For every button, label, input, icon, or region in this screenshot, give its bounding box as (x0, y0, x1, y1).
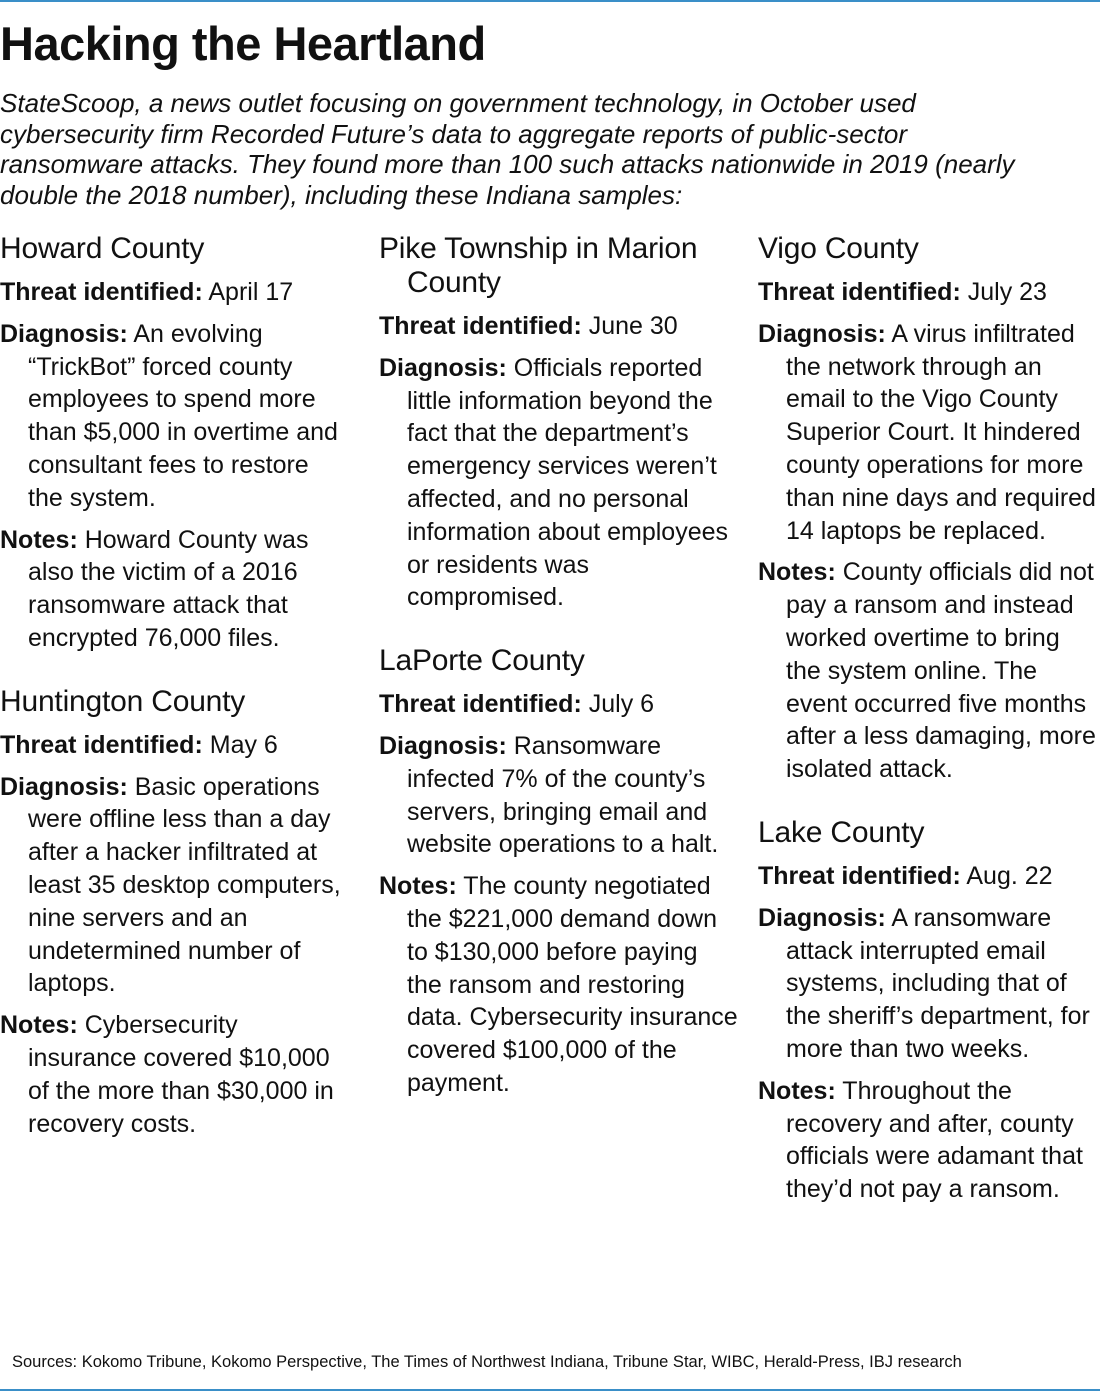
diagnosis-label: Diagnosis: (379, 353, 507, 382)
county-block-lake (758, 816, 1100, 1206)
diagnosis-entry (0, 771, 350, 1001)
top-rule (0, 0, 1100, 2)
county-name: Huntington County (0, 684, 246, 718)
intro-text: StateScoop, a news outlet focusing on government technology, in October used cybersecurity firm Recorded Future’s data to aggregate reports of public-sector ransomware attacks. They found more than 100 such attacks nationwide in 2019 (nearly double the 2018 number), including these Indiana samples: (0, 88, 1015, 210)
county-block-vigo (758, 232, 1100, 786)
diagnosis-label: Diagnosis: (758, 903, 886, 932)
threat-date: Aug. 22 (966, 861, 1053, 890)
notes-text: The county negotiated the $221,000 demand down to $130,000 before paying the ransom and restoring data. Cybersecurity insurance covered $100,000 of the payment. (407, 872, 738, 1097)
threat-date: April 17 (208, 278, 294, 306)
diagnosis-label: Diagnosis: (758, 319, 886, 348)
notes-label: Notes: (0, 1011, 78, 1040)
threat-date: July 6 (588, 690, 655, 719)
notes-entry (0, 1009, 350, 1140)
county-block-howard (0, 232, 350, 655)
county-block-huntington (0, 685, 350, 1141)
column-1 (0, 232, 350, 1170)
diagnosis-text: Ransomware infected 7% of the county’s servers, bringing email and website operations to a halt. (407, 731, 719, 859)
threat-entry (379, 310, 739, 343)
threat-entry (758, 276, 1100, 309)
diagnosis-text: An evolving “TrickBot” forced county employees to spend more than $5,000 in overtime and consultant fees to restore the system. (28, 319, 338, 512)
notes-text: Howard County was also the victim of a 2016 ransomware attack that encrypted 76,000 files. (28, 525, 309, 652)
notes-text: Cybersecurity insurance covered $10,000 of the more than $30,000 in recovery costs. (28, 1011, 334, 1138)
threat-entry (0, 729, 350, 762)
county-name: LaPorte County (379, 644, 585, 678)
diagnosis-label: Diagnosis: (0, 772, 128, 801)
diagnosis-label: Diagnosis: (0, 319, 128, 348)
column-3 (758, 232, 1100, 1236)
notes-text: Throughout the recovery and after, county officials were adamant that they’d not pay a ransom. (786, 1076, 1083, 1204)
diagnosis-entry (379, 730, 739, 861)
headline: Hacking the Heartland (0, 17, 486, 70)
threat-label: Threat identified: (758, 861, 961, 890)
diagnosis-entry (758, 902, 1100, 1066)
county-name: Pike Township in Marion County (379, 232, 698, 299)
diagnosis-entry (0, 318, 350, 515)
threat-date: July 23 (967, 278, 1047, 306)
diagnosis-text: Officials reported little information beyond the fact that the department’s emergency services weren’t affected, and no personal information about employees or residents was compromised. (407, 353, 729, 612)
threat-date: June 30 (588, 312, 678, 340)
county-name: Howard County (0, 232, 205, 265)
sources-credit: Sources: Kokomo Tribune, Kokomo Perspective, The Times of Northwest Indiana, Tribune Star, WIBC, Herald-Press, IBJ research (12, 1353, 962, 1371)
threat-label: Threat identified: (758, 278, 961, 306)
diagnosis-text: A ransomware attack interrupted email systems, including that of the sheriff’s department, for more than two weeks. (786, 903, 1090, 1063)
diagnosis-label: Diagnosis: (379, 731, 507, 760)
county-name: Lake County (758, 815, 925, 849)
threat-date: May 6 (209, 730, 278, 759)
notes-entry (379, 870, 739, 1100)
diagnosis-text: Basic operations were offline less than a day after a hacker infiltrated at least 35 desktop computers, nine servers and an undetermined number of laptops. (28, 772, 341, 998)
threat-label: Threat identified: (0, 730, 203, 759)
column-2 (379, 232, 739, 1130)
threat-entry (0, 276, 350, 309)
diagnosis-text: A virus infiltrated the network through an email to the Vigo County Superior Court. It hindered county operations for more than nine days and required 14 laptops be replaced. (786, 319, 1096, 545)
county-block-laporte (379, 644, 739, 1100)
diagnosis-entry (379, 352, 739, 614)
threat-label: Threat identified: (379, 312, 582, 340)
notes-label: Notes: (379, 872, 457, 901)
notes-entry (758, 556, 1100, 786)
notes-label: Notes: (758, 558, 836, 587)
county-block-pike-township (379, 232, 739, 614)
threat-label: Threat identified: (0, 278, 203, 306)
threat-label: Threat identified: (379, 690, 582, 719)
diagnosis-entry (758, 318, 1100, 548)
threat-entry (758, 860, 1100, 893)
notes-text: County officials did not pay a ransom and instead worked overtime to bring the system online. The event occurred five months after a less damaging, more isolated attack. (786, 558, 1096, 784)
notes-entry (0, 524, 350, 655)
threat-entry (379, 688, 739, 721)
notes-label: Notes: (758, 1076, 836, 1105)
notes-label: Notes: (0, 525, 78, 554)
county-name: Vigo County (758, 232, 919, 265)
notes-entry (758, 1075, 1100, 1206)
